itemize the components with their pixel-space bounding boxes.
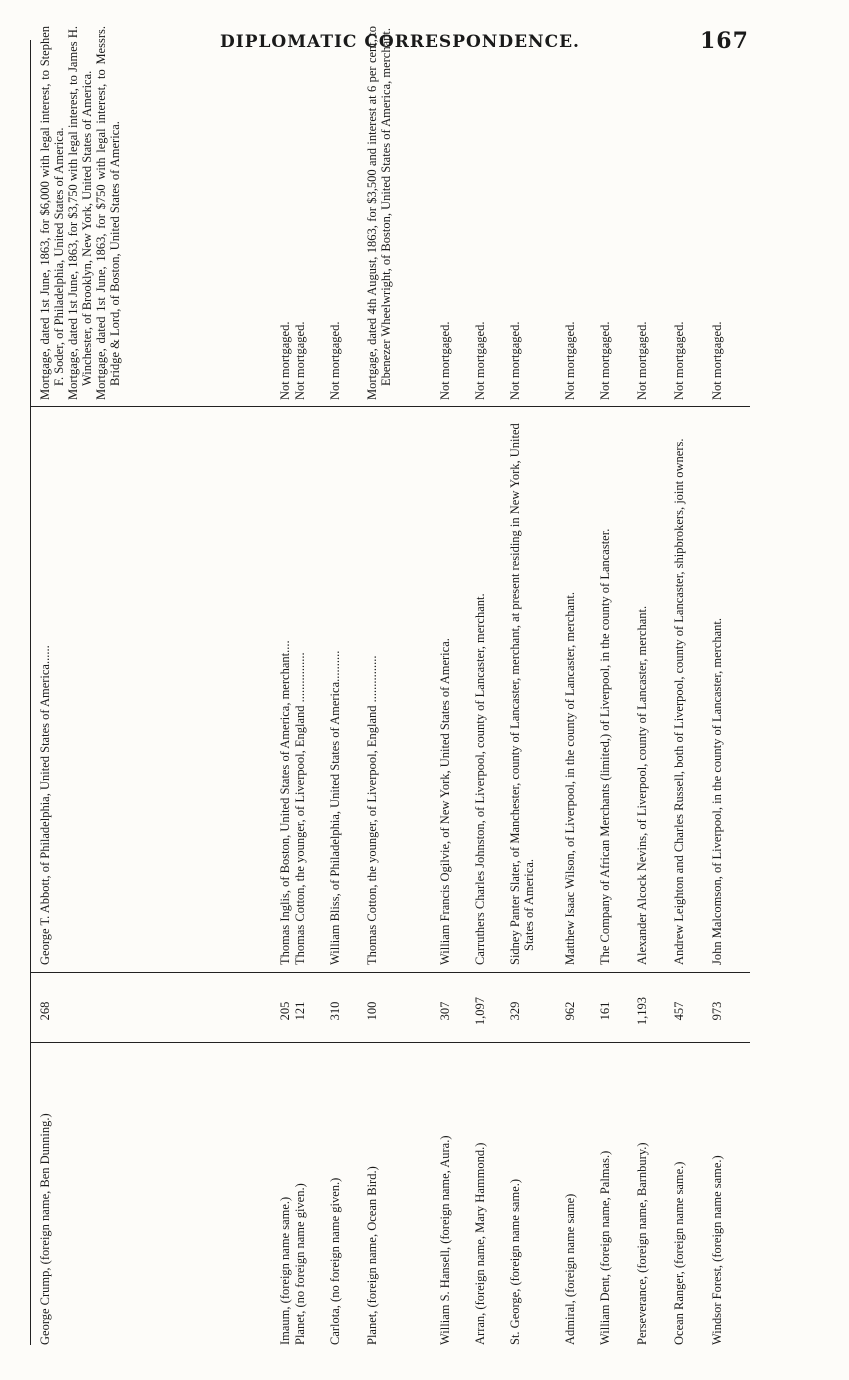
ship-name: William S. Hansell, (foreign name, Aura.) [438,1135,452,1345]
ship-name: Ocean Ranger, (foreign name same.) [672,1161,686,1345]
mortgage [38,26,122,400]
column-rule [30,972,750,973]
owner: William Francis Ogilvie, of New York, United States of America. [438,638,452,965]
mortgage: Not mortgaged. [635,321,649,400]
ship-name: Planet, (no foreign name given.) [293,1183,307,1345]
tonnage: 161 [598,1001,612,1021]
mortgage: Not mortgaged. [598,321,612,400]
tonnage: 329 [508,1001,522,1021]
running-title: DIPLOMATIC CORRESPONDENCE. [220,32,580,52]
ship-name: Perseverance, (foreign name, Barnbury.) [635,1142,649,1345]
ship-name: Windsor Forest, (foreign name same.) [710,1155,724,1345]
ship-name: George Crump, (foreign name, Ben Dunning.) [38,1113,52,1345]
owner: Andrew Leighton and Charles Russell, both of Liverpool, county of Lancaster, shipbrokers, joint owners. [672,438,686,965]
mortgage: Mortgage, dated 4th August, 1863, for $3,500 and interest at 6 per cent, to Ebenezer Wheelwright, of Boston, United States of America, merchant. [365,26,393,400]
mortgage: Not mortgaged. [293,321,307,400]
mortgage-entry: Mortgage, dated 1st June, 1863, for $3,750 with legal interest, to James H. Winchester, of Brooklyn, New York, United States of America. [66,26,94,400]
tonnage: 457 [672,1001,686,1021]
ship-register-table [30,26,750,1345]
mortgage: Not mortgaged. [438,321,452,400]
owner: Thomas Cotton, the younger, of Liverpool, England ............... [365,655,379,965]
owner: Sidney Panter Slater, of Manchester, county of Lancaster, merchant, at present residing in New York, United States of America. [508,423,536,965]
mortgage: Not mortgaged. [508,321,522,400]
tonnage: 973 [710,1001,724,1021]
owner: Alexander Alcock Nevins, of Liverpool, county of Lancaster, merchant. [635,605,649,965]
ship-name: Arran, (foreign name, Mary Hammond.) [473,1142,487,1345]
ship-name: William Dent, (foreign name, Palmas.) [598,1150,612,1345]
tonnage: 121 [293,1001,307,1021]
owner: Matthew Isaac Wilson, of Liverpool, in the county of Lancaster, merchant. [563,592,577,965]
column-rule [30,406,750,407]
tonnage: 310 [328,1001,342,1021]
owner: John Malcomson, of Liverpool, in the county of Lancaster, merchant. [710,618,724,965]
mortgage: Not mortgaged. [473,321,487,400]
mortgage-entry: Mortgage, dated 1st June, 1863, for $6,000 with legal interest, to Stephen F. Soder, of Philadelphia, United States of America. [38,26,66,400]
mortgage: Not mortgaged. [563,321,577,400]
mortgage: Not mortgaged. [278,321,292,400]
tonnage: 100 [365,1001,379,1021]
ship-name: Planet, (foreign name, Ocean Bird.) [365,1166,379,1345]
owner: George T. Abbott, of Philadelphia, United States of America...... [38,645,52,965]
tonnage: 1,193 [635,996,649,1026]
ship-name: Admiral, (foreign name same) [563,1193,577,1345]
owner: Thomas Inglis, of Boston, United States of America, merchant.... [278,640,292,965]
mortgage: Not mortgaged. [672,321,686,400]
tonnage: 307 [438,1001,452,1021]
header-rule [30,40,31,1345]
page-number: 167 [700,28,749,54]
mortgage-entry: Mortgage, dated 1st June, 1863, for $750 with legal interest, to Messrs. Bridge & Lord, of Boston, United States of America. [94,26,122,400]
tonnage: 962 [563,1001,577,1021]
ship-name: St. George, (foreign name same.) [508,1178,522,1345]
ship-name: Imaum, (foreign name same.) [278,1196,292,1345]
owner: Carruthers Charles Johnston, of Liverpool, county of Lancaster, merchant. [473,593,487,965]
mortgage: Not mortgaged. [710,321,724,400]
owner: Thomas Cotton, the younger, of Liverpool, England ................ [293,652,307,965]
tonnage: 268 [38,1001,52,1021]
tonnage: 1,097 [473,996,487,1026]
tonnage: 205 [278,1001,292,1021]
owner: William Bliss, of Philadelphia, United States of America.......... [328,650,342,965]
mortgage: Not mortgaged. [328,321,342,400]
ship-name: Carlota, (no foreign name given.) [328,1177,342,1345]
owner: The Company of African Merchants (limited,) of Liverpool, in the county of Lancaster. [598,528,612,965]
